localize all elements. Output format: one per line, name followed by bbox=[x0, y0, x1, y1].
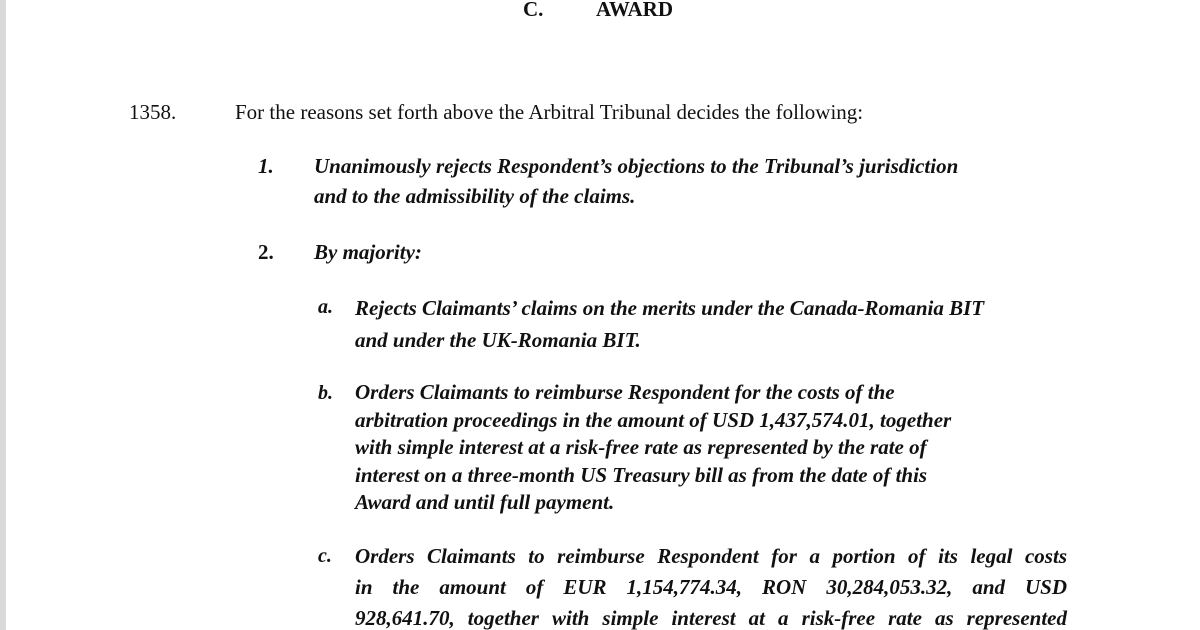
subitem-line: in the amount of EUR 1,154,774.34, RON 30,284,053.32, and USD bbox=[355, 575, 1067, 599]
subitem-line: Award and until full payment. bbox=[355, 490, 615, 514]
page-left-border bbox=[0, 0, 6, 630]
item-marker: 1. bbox=[258, 154, 274, 178]
subitem-line: and under the UK-Romania BIT. bbox=[355, 328, 641, 352]
item-text bbox=[314, 151, 1069, 211]
subitem-line: arbitration proceedings in the amount of USD 1,437,574.01, together bbox=[355, 407, 952, 432]
item-line: By majority: bbox=[314, 240, 422, 264]
subitem-line: Rejects Claimants’ claims on the merits under the Canada-Romania BIT bbox=[355, 296, 985, 320]
paragraph-number: 1358. bbox=[129, 100, 177, 124]
subitem-text bbox=[355, 379, 1067, 517]
section-letter: C. bbox=[523, 0, 544, 21]
item-text bbox=[314, 237, 1069, 267]
item-line: Unanimously rejects Respondent’s objections to the Tribunal’s jurisdiction bbox=[314, 154, 959, 178]
subitem-marker: a. bbox=[318, 296, 333, 318]
subitem-text bbox=[355, 292, 1067, 356]
subitem-line: Orders Claimants to reimburse Respondent for a portion of its legal costs bbox=[355, 544, 1067, 568]
section-title: AWARD bbox=[596, 0, 674, 21]
subitem-text bbox=[355, 541, 1067, 630]
subitem-line: with simple interest at a risk-free rate as represented by the rate of bbox=[355, 435, 927, 459]
subitem-line: Orders Claimants to reimburse Respondent for the costs of the bbox=[355, 380, 895, 404]
item-line: and to the admissibility of the claims. bbox=[314, 184, 636, 208]
paragraph-intro: For the reasons set forth above the Arbitral Tribunal decides the following: bbox=[235, 100, 864, 124]
subitem-marker: b. bbox=[318, 382, 333, 404]
subitem-line: interest on a three-month US Treasury bill as from the date of this bbox=[355, 462, 928, 487]
subitem-marker: c. bbox=[318, 545, 332, 567]
subitem-line: 928,641.70, together with simple interest at a risk-free rate as represented bbox=[355, 606, 1067, 630]
item-marker: 2. bbox=[258, 240, 274, 264]
